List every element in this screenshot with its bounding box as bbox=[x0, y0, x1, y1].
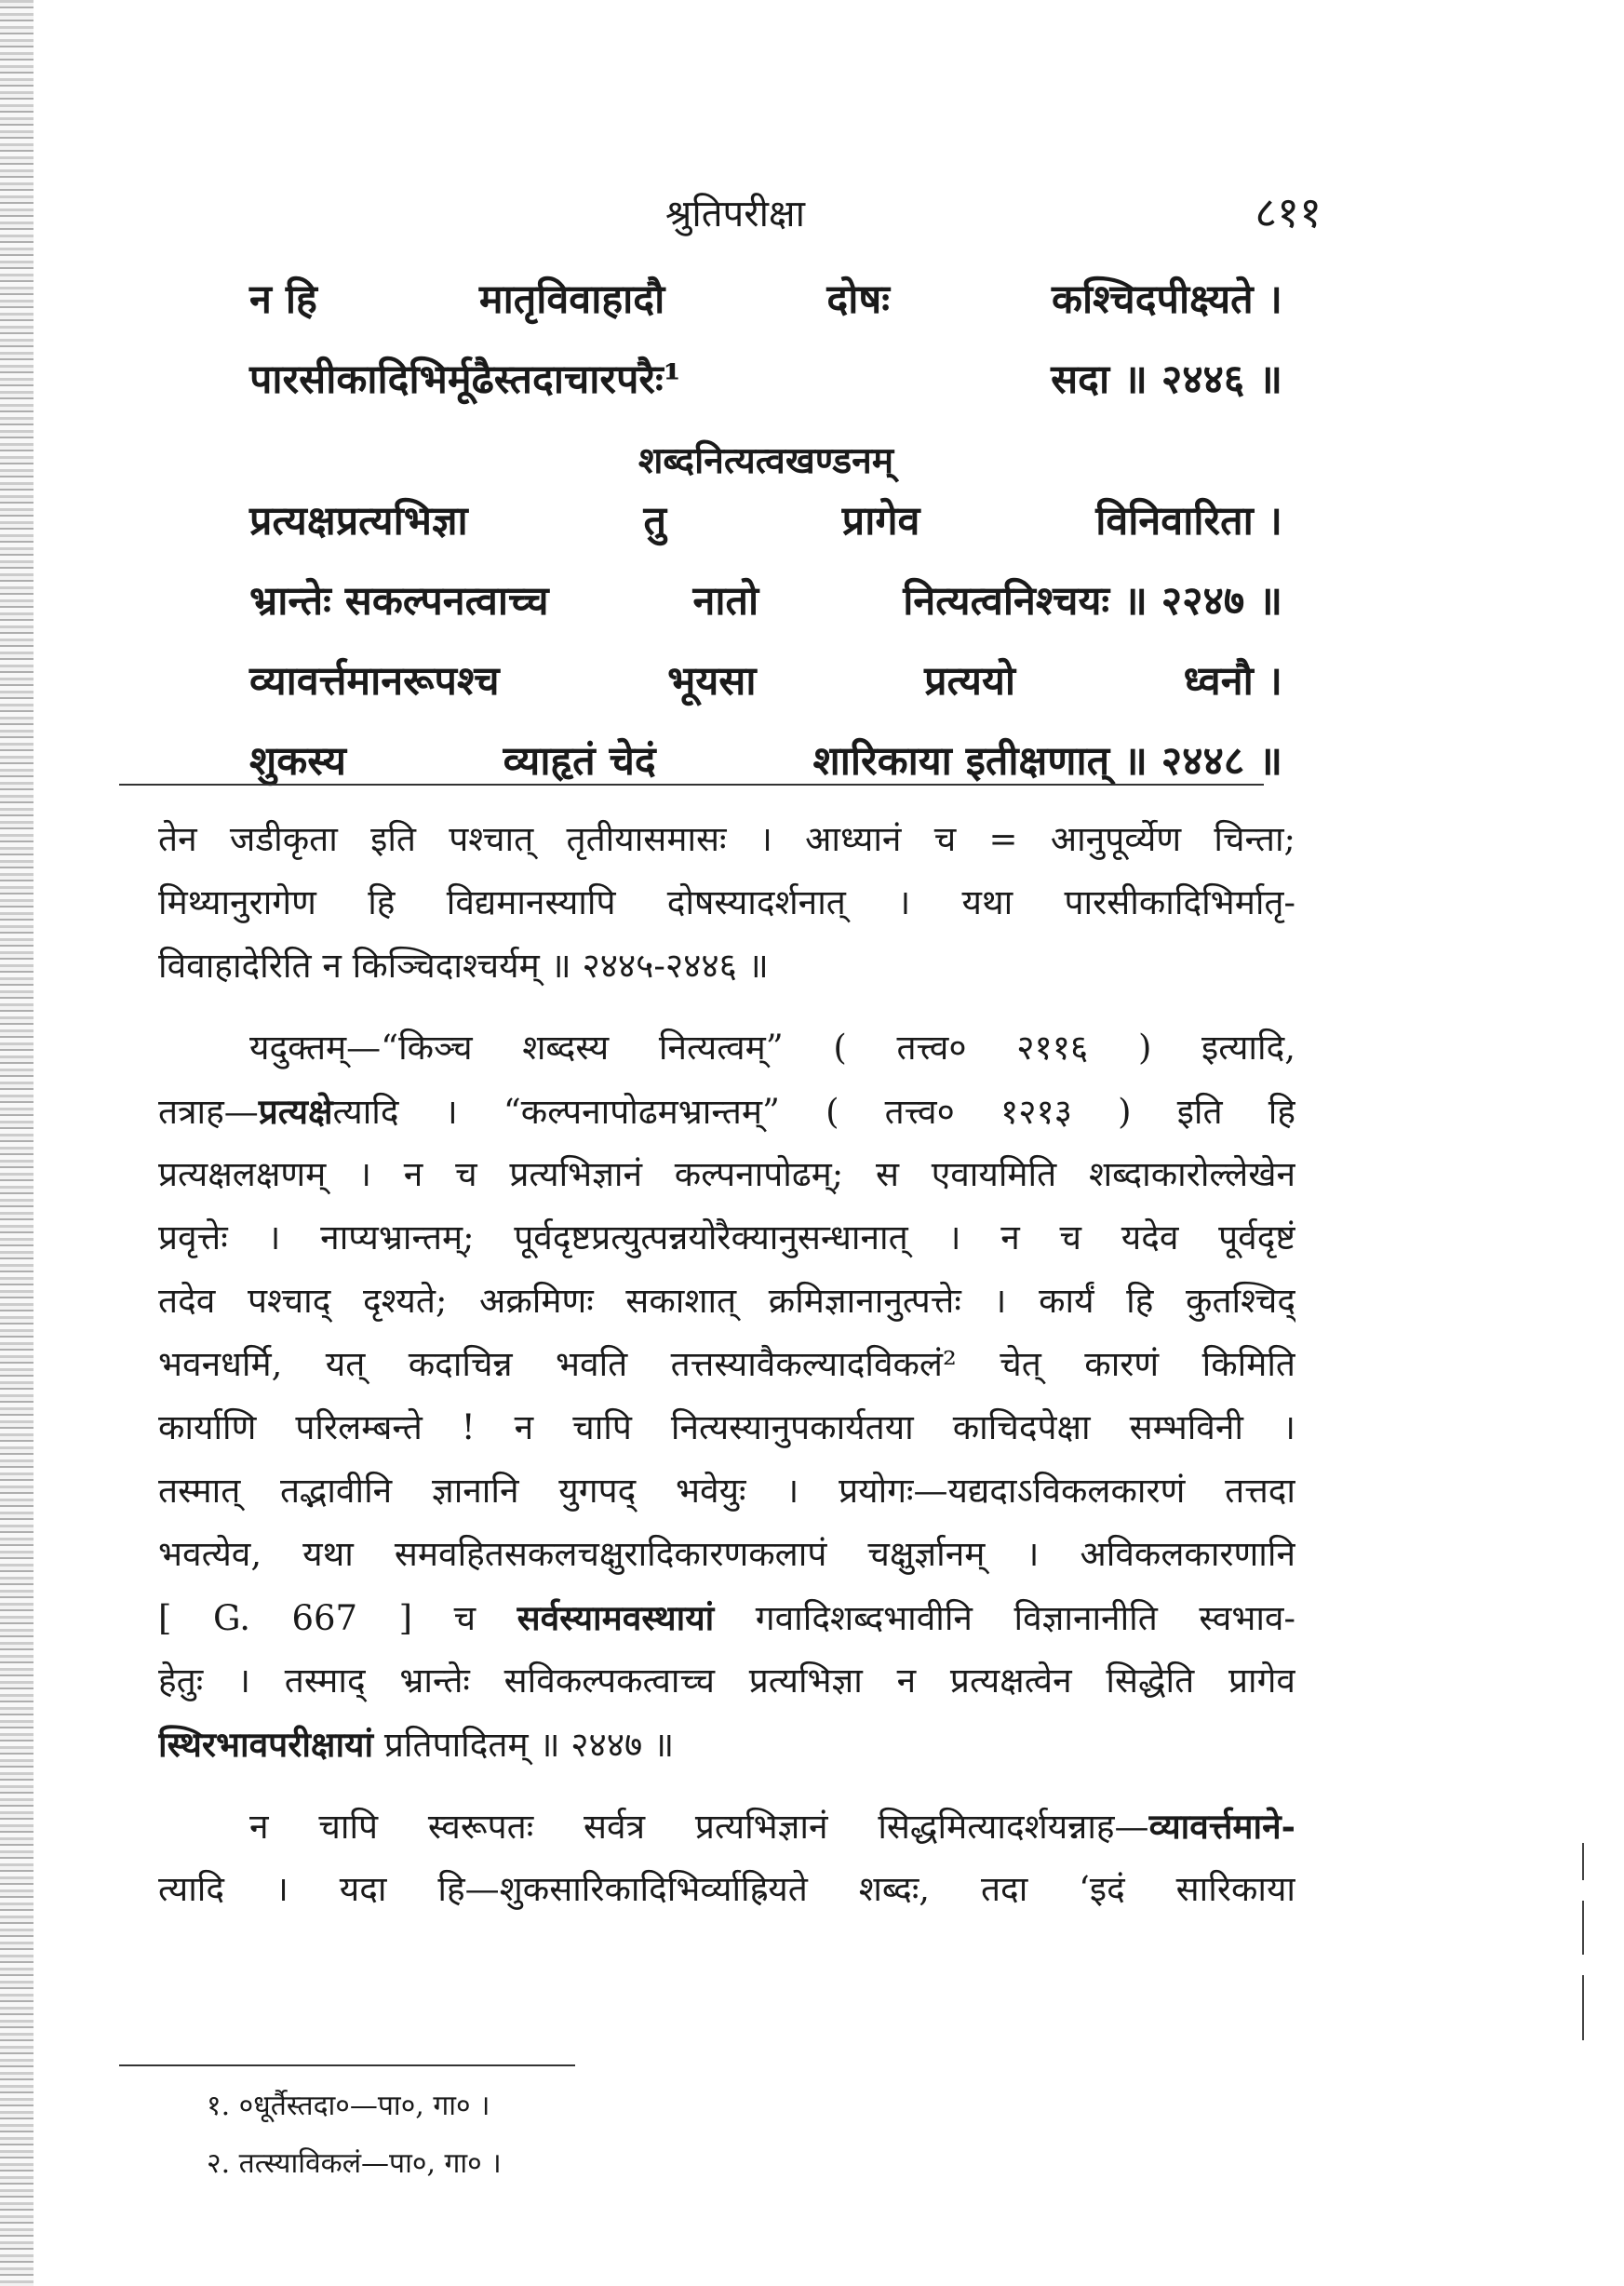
verse-word: प्रत्यक्षप्रत्यभिज्ञा bbox=[249, 498, 468, 545]
verse-word: दोषः bbox=[826, 276, 890, 323]
margin-scan-marks bbox=[1582, 1843, 1588, 2085]
verse-divider-rule bbox=[119, 784, 1264, 786]
footnotes bbox=[207, 2078, 765, 2193]
commentary-line: तेन जडीकृता इति पश्चात् तृतीयासमासः । आध्यानं च = आनुपूर्व्येण चिन्ता; bbox=[158, 819, 1295, 859]
text-run: तस्मात् तद्भावीनि ज्ञानानि युगपद् भवेयुः । प्रयोगः—यद्यदाऽविकलकारणं तत्तदा bbox=[158, 1471, 1295, 1511]
text-run: कार्याणि परिलम्बन्ते ! न चापि नित्यस्यानुपकार्यतया काचिदपेक्षा सम्भविनी । bbox=[158, 1407, 1295, 1447]
verse-word: न हि bbox=[249, 276, 317, 323]
verse-word: प्रागेव bbox=[841, 498, 920, 545]
commentary-line bbox=[158, 1270, 1295, 1333]
commentary-line bbox=[158, 1016, 1295, 1080]
verse-word: मातृविवाहादौ bbox=[478, 276, 665, 323]
verse-number: शारिकाया इतीक्षणात् ॥ २४४८ ॥ bbox=[812, 738, 1282, 785]
verse-block bbox=[249, 270, 1282, 812]
text-run: यदुक्तम्—“किञ्च शब्दस्य नित्यत्वम्” ( तत्त्व० २११६ ) इत्यादि, bbox=[249, 1028, 1295, 1068]
text-run: [ G. 667 ] च bbox=[158, 1598, 517, 1638]
text-run: गवादिशब्दभावीनि विज्ञानानीति स्वभाव- bbox=[714, 1598, 1295, 1638]
text-run: भवनधर्मि, यत् कदाचिन्न भवति तत्तस्यावैकल्यादविकलं² चेत् कारणं किमिति bbox=[158, 1344, 1295, 1384]
commentary-line bbox=[158, 1713, 1295, 1776]
running-title: श्रुतिपरीक्षा bbox=[665, 193, 805, 235]
commentary-line bbox=[158, 1586, 1295, 1649]
verse-word: विनिवारिता । bbox=[1095, 498, 1282, 545]
scan-mark bbox=[1582, 1975, 1584, 2040]
commentary-paragraph-3 bbox=[158, 1795, 1295, 1921]
footnote-2: २. तत्स्याविकलं—पा०, गा० । bbox=[207, 2147, 502, 2180]
commentary-paragraph-1 bbox=[158, 808, 1295, 998]
commentary-line bbox=[158, 1080, 1295, 1143]
verse-word: व्यावर्त्तमानरूपश्च bbox=[249, 658, 500, 705]
commentary-line bbox=[158, 1459, 1295, 1523]
commentary-line: विवाहादेरिति न किञ्चिदाश्चर्यम् ॥ २४४५-२४४६ ॥ bbox=[158, 946, 769, 986]
section-heading: शब्दनित्यत्वखण्डनम् bbox=[638, 439, 894, 482]
text-run: त्यादि । “कल्पनापोढमभ्रान्तम्” ( तत्त्व० १२१३ ) इति हि bbox=[332, 1092, 1295, 1132]
text-run: न चापि स्वरूपतः सर्वत्र प्रत्यभिज्ञानं सिद्धमित्यादर्शयन्नाह— bbox=[249, 1807, 1149, 1847]
commentary-line bbox=[158, 1858, 1295, 1921]
verse-word: तु bbox=[643, 498, 666, 545]
verse-number: नित्यत्वनिश्चयः ॥ २२४७ ॥ bbox=[903, 578, 1282, 625]
text-run: प्रवृत्तेः । नाप्यभ्रान्तम्; पूर्वदृष्टप्रत्युत्पन्नयोरैक्यानुसन्धानात् । न च यदेव पूर्वदृष्टं bbox=[158, 1217, 1295, 1257]
commentary-line bbox=[158, 1795, 1295, 1858]
verse-word: व्याहृतं चेदं bbox=[503, 738, 656, 785]
commentary-line bbox=[158, 1333, 1295, 1396]
verse-word: ध्वनौ । bbox=[1183, 658, 1282, 705]
bold-term: प्रत्यक्षे bbox=[258, 1091, 333, 1132]
verse-2446-line-1 bbox=[249, 270, 1282, 350]
text-run: प्रत्यक्षलक्षणम् । न च प्रत्यभिज्ञानं कल्पनापोढम्; स एवायमिति शब्दाकारोल्लेखेन bbox=[158, 1154, 1295, 1194]
verse-2448-line-2 bbox=[249, 732, 1282, 812]
commentary-paragraph-2 bbox=[158, 1016, 1295, 1776]
commentary-line bbox=[158, 1206, 1295, 1270]
verse-2447-line-2 bbox=[249, 572, 1282, 652]
commentary-line bbox=[158, 1396, 1295, 1459]
bold-term: व्यावर्त्तमाने- bbox=[1148, 1806, 1295, 1847]
verse-word: पारसीकादिभिर्मूढैस्तदाचारपरैः¹ bbox=[249, 356, 681, 403]
commentary-line: मिथ्यानुरागेण हि विद्यमानस्यापि दोषस्यादर्शनात् । यथा पारसीकादिभिर्मातृ- bbox=[158, 882, 1295, 922]
commentary-line bbox=[158, 1523, 1295, 1586]
verse-word: प्रत्ययो bbox=[924, 658, 1016, 705]
scan-mark bbox=[1582, 1843, 1584, 1880]
verse-word: भूयसा bbox=[667, 658, 757, 705]
text-run: प्रतिपादितम् ॥ २४४७ ॥ bbox=[373, 1725, 675, 1765]
verse-word: नातो bbox=[692, 578, 759, 625]
verse-word: भ्रान्तेः सकल्पनत्वाच्च bbox=[249, 578, 549, 625]
footnote-1: १. ०धूर्तैस्तदा०—पा०, गा० । bbox=[207, 2090, 490, 2122]
text-run: तदेव पश्चाद् दृश्यते; अक्रमिणः सकाशात् क्रमिज्ञानानुत्पत्तेः । कार्यं हि कुतश्चिद् bbox=[158, 1281, 1295, 1321]
commentary-line bbox=[158, 1143, 1295, 1206]
verse-2448-line-1 bbox=[249, 652, 1282, 732]
text-run: भवत्येव, यथा समवहितसकलचक्षुरादिकारणकलापं चक्षुर्ज्ञानम् । अविकलकारणानि bbox=[158, 1534, 1295, 1574]
text-run: तत्राह— bbox=[158, 1092, 259, 1132]
verse-2446-line-2 bbox=[249, 350, 1282, 430]
verse-number: सदा ॥ २४४६ ॥ bbox=[1051, 356, 1282, 403]
binding-edge bbox=[0, 0, 34, 2286]
verse-word: कश्चिदपीक्ष्यते । bbox=[1051, 276, 1282, 323]
page-number: ८११ bbox=[1255, 187, 1322, 237]
verse-2447-line-1 bbox=[249, 491, 1282, 572]
bold-term: स्थिरभावपरीक्षायां bbox=[158, 1724, 374, 1765]
footnote-rule bbox=[119, 2064, 575, 2066]
text-run: हेतुः । तस्माद् भ्रान्तेः सविकल्पकत्वाच्च प्रत्यभिज्ञा न प्रत्यक्षत्वेन सिद्धेति प्रागेव bbox=[158, 1661, 1295, 1701]
bold-term: सर्वस्यामवस्थायां bbox=[517, 1597, 715, 1638]
text-run: त्यादि । यदा हि—शुकसारिकादिभिर्व्याह्रियते शब्दः, तदा ‘इदं सारिकाया bbox=[158, 1869, 1295, 1909]
scan-mark bbox=[1582, 1901, 1584, 1955]
verse-word: शुकस्य bbox=[249, 738, 346, 785]
commentary-line bbox=[158, 1649, 1295, 1713]
commentary bbox=[158, 808, 1295, 1921]
